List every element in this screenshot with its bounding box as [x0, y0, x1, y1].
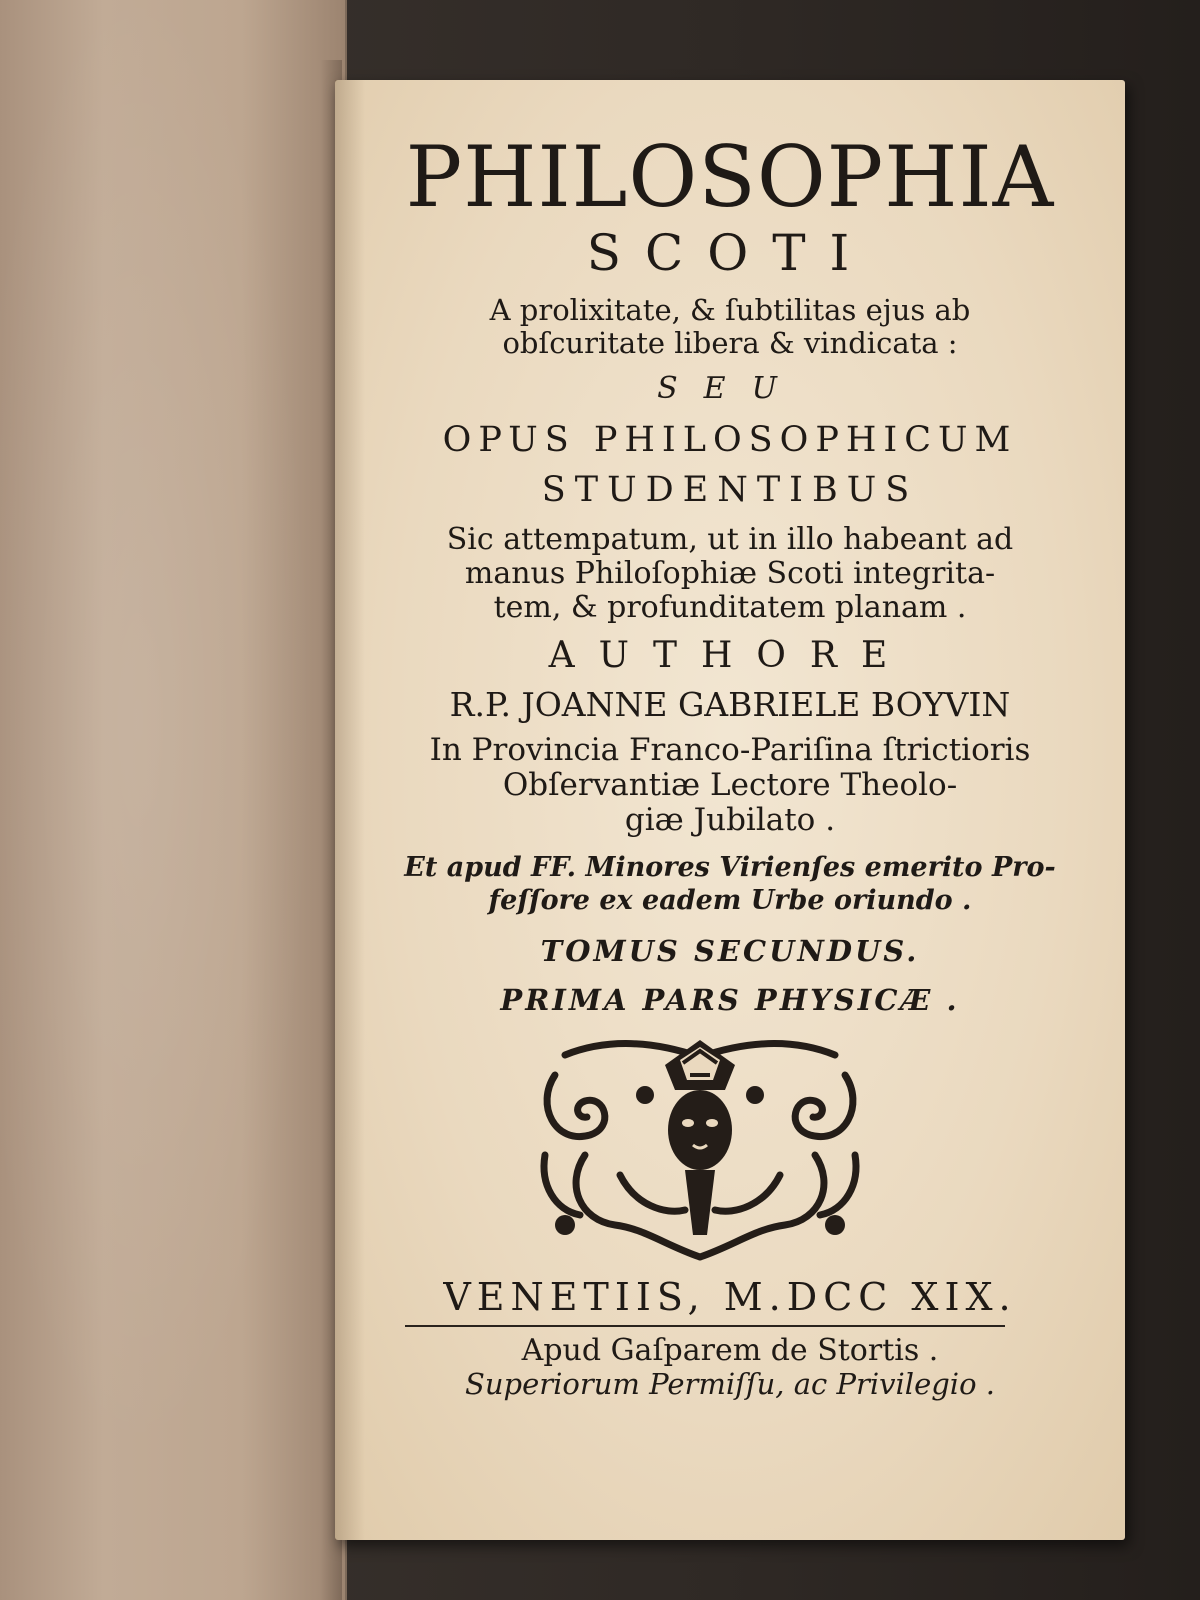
opus-line: OPUS PHILOSOPHICUM	[442, 420, 1018, 460]
seu-line: SEU	[657, 371, 803, 406]
description-line-3: tem, & profunditatem planam .	[493, 590, 967, 625]
apud-line-1: Et apud FF. Minores Virienſes emerito Pro-	[404, 852, 1056, 883]
volume-line: TOMUS SECUNDUS.	[540, 934, 920, 968]
province-line-1: In Provincia Franco-Pariſina ſtrictioris	[429, 732, 1031, 768]
province-line-3: giæ Jubilato .	[624, 802, 836, 838]
subtitle-line-2: obſcuritate libera & vindicata :	[502, 326, 958, 360]
printers-ornament-icon	[525, 1035, 875, 1265]
studentibus-line: STUDENTIBUS	[541, 470, 919, 510]
printer-line: Apud Gaſparem de Stortis .	[521, 1333, 939, 1368]
privilege-line: Superiorum Permiſſu, ac Privilegio .	[465, 1367, 995, 1401]
author-name: R.P. JOANNE GABRIELE BOYVIN	[449, 685, 1011, 724]
authore-line: AUTHORE	[548, 635, 912, 676]
apud-line-2: feſſore ex eadem Urbe oriundo .	[488, 885, 972, 916]
title-main: PHILOSOPHIA	[405, 128, 1055, 226]
part-line: PRIMA PARS PHYSICÆ .	[500, 983, 960, 1017]
description-line-2: manus Philoſophiæ Scoti integrita-	[464, 556, 996, 591]
imprint-rule	[405, 1325, 1005, 1327]
province-line-2: Obſervantiæ Lectore Theolo-	[502, 767, 958, 803]
left-cover-board	[0, 0, 347, 1600]
subtitle-line-1: A prolixitate, & ſubtilitas ejus ab	[489, 293, 971, 327]
title-sub: SCOTI	[586, 224, 874, 282]
description-line-1: Sic attempatum, ut in illo habeant ad	[446, 522, 1014, 557]
imprint-line: VENETIIS, M.DCC XIX.	[443, 1275, 1017, 1319]
